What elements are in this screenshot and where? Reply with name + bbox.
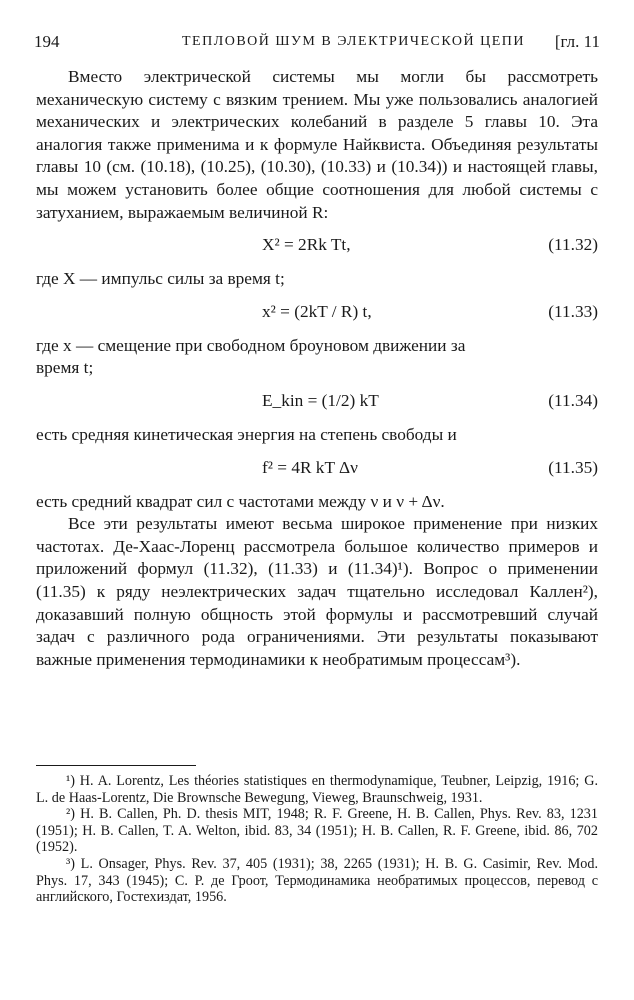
equation-number: (11.35) (548, 457, 598, 477)
equation-11-32 (36, 224, 598, 268)
equation-formula: E_kin = (1/2) kT (262, 390, 379, 410)
equation-11-33 (36, 291, 598, 335)
equation-number: (11.33) (548, 301, 598, 321)
definition-impulse: где X — импульс силы за время t; (36, 269, 285, 289)
definition-kinetic-energy: есть средняя кинетическая энергия на степень свободы и (36, 424, 457, 444)
footnote-divider (36, 765, 196, 766)
equation-11-34 (36, 380, 598, 424)
footnote-2: ²) H. B. Callen, Ph. D. thesis MIT, 1948; R. F. Greene, H. B. Callen, Phys. Rev. 83, 1231 (1951); H. B. Callen, T. A. Welton, ibid. 83, 34 (1951); H. B. Callen, R. F. Greene, ibid. 86, 702 (1952). (36, 806, 598, 856)
equation-formula: f² = 4R kT Δν (262, 457, 358, 477)
main-text (36, 66, 598, 671)
footnotes (36, 773, 598, 906)
chapter-reference: [гл. 11 (554, 32, 600, 51)
equation-formula: x² = (2kT / R) t, (262, 301, 372, 321)
paragraph-intro: Вместо электрической системы мы могли бы рассмотреть механическую систему с вязким трением. Мы уже пользовались аналогией механических и электрических колебаний в разделе 5 главы 10. Эта аналогия также применима и к формуле Найквиста. Объединяя результаты главы 10 (см. (10.18), (10.25), (10.30), (10.33) и (10.34)) и настоящей главы, мы можем установить более общие соотношения для любой системы с затуханием, выражаемым величиной R: (36, 67, 598, 222)
page-number: 194 (34, 32, 60, 51)
equation-11-35 (36, 447, 598, 491)
page-header (34, 32, 600, 54)
equation-number: (11.32) (548, 235, 598, 255)
footnote-3: ³) L. Onsager, Phys. Rev. 37, 405 (1931); 38, 2265 (1931); H. B. G. Casimir, Rev. Mod. Phys. 17, 343 (1945); С. Р. де Гроот, Термодинамика необратимых процессов, перевод с английского, Гостехиздат, 1956. (36, 855, 598, 906)
running-title: ТЕПЛОВОЙ ШУМ В ЭЛЕКТРИЧЕСКОЙ ЦЕПИ (182, 34, 525, 49)
equation-formula: X² = 2Rk Tt, (262, 235, 351, 255)
equation-number: (11.34) (548, 390, 598, 410)
definition-displacement: где x — смещение при свободном броуновом движении за (36, 335, 466, 355)
paragraph-applications: Все эти результаты имеют весьма широкое применение при низких частотах. Де-Хаас-Лоренц рассмотрела большое количество примеров и приложений формул (11.32), (11.33) и (11.34)¹). Вопрос о применении (11.35) к ряду неэлектрических задач тщательно исследовал Каллен²), доказавший полную общность этой формулы и рассмотревший случай задач с различного рода ограничениями. Эти результаты показывают важные применения термодинамики к необратимым процессам³). (36, 514, 598, 669)
definition-force-square: есть средний квадрат сил с частотами между ν и ν + Δν. (36, 491, 445, 511)
footnote-1: ¹) H. A. Lorentz, Les théories statistiques en thermodynamique, Teubner, Leipzig, 1916; G. L. de Haas-Lorentz, Die Brownsche Bewegung, Vieweg, Braunschweig, 1931. (36, 773, 598, 806)
definition-displacement-cont: время t; (36, 358, 94, 378)
